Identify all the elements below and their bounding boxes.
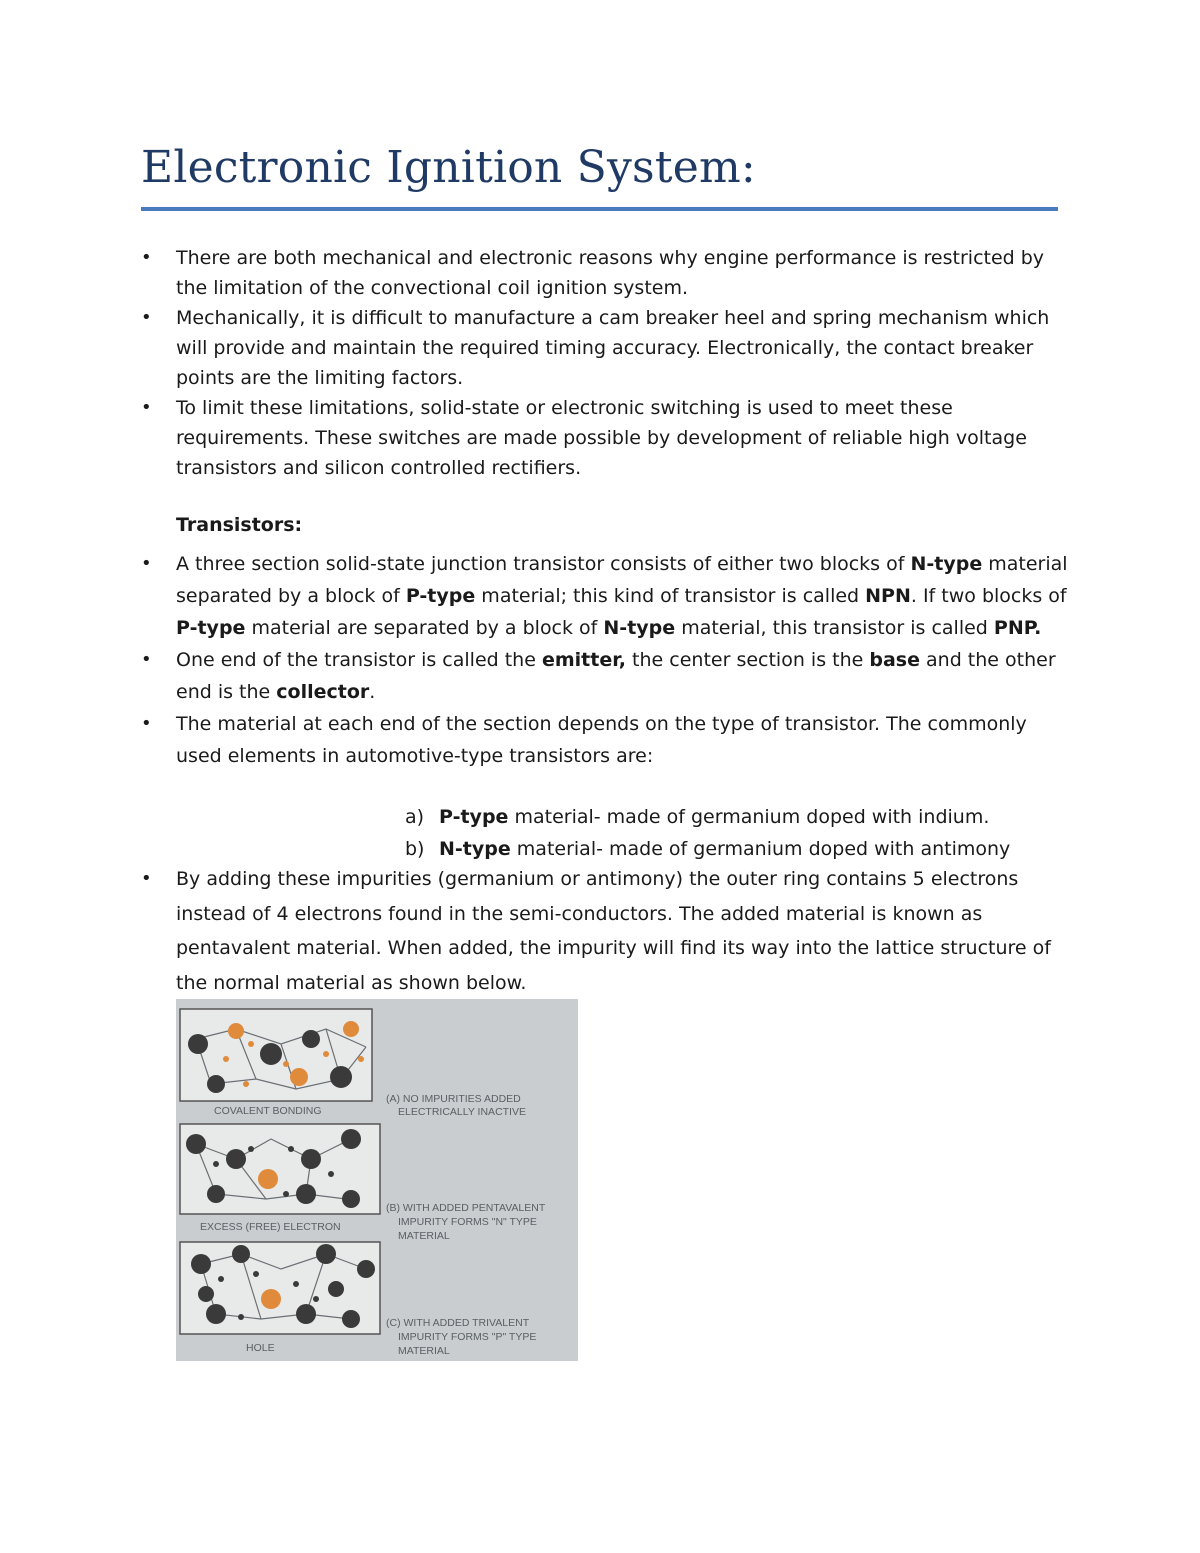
label-c-2: IMPURITY FORMS "P" TYPE <box>398 1331 537 1343</box>
label-hole: HOLE <box>246 1342 275 1354</box>
intro-bullet-list <box>141 243 1071 483</box>
list-item: • Mechanically, it is difficult to manufacture a cam breaker heel and spring mechanism which will provide and maintain the required timing accuracy. Electronically, the contact breaker points are the limiting factors. <box>141 303 1071 393</box>
transistor-bullet-list <box>141 548 1071 772</box>
bullet-icon: • <box>141 713 152 734</box>
list-item: • By adding these impurities (germanium or antimony) the outer ring contains 5 electrons instead of 4 electrons found in the semi-conductors. The added material is known as pentavalent material. When added, the impurity will find its way into the lattice structure of the normal material as shown below. <box>141 862 1071 1000</box>
label-c-3: MATERIAL <box>398 1345 450 1357</box>
section-heading-transistors: Transistors: <box>176 514 303 536</box>
label-b-3: MATERIAL <box>398 1230 450 1242</box>
panel-b-lattice <box>180 1124 380 1214</box>
bullet-icon: • <box>141 553 152 574</box>
label-b-2: IMPURITY FORMS "N" TYPE <box>398 1216 537 1228</box>
list-item: • One end of the transistor is called the emitter, the center section is the base and the other end is the collector. <box>141 644 1071 708</box>
lattice-structure-figure <box>176 999 578 1361</box>
sub-list-item: b) N-type material- made of germanium doped with antimony <box>405 838 1011 860</box>
label-b-1: (B) WITH ADDED PENTAVALENT <box>386 1202 546 1214</box>
page-title: Electronic Ignition System: <box>141 142 756 193</box>
bullet-icon: • <box>141 397 152 418</box>
lattice-diagram <box>176 999 578 1361</box>
bullet-icon: • <box>141 307 152 328</box>
label-excess: EXCESS (FREE) ELECTRON <box>200 1221 341 1233</box>
label-a-1: (A) NO IMPURITIES ADDED <box>386 1093 521 1105</box>
list-item: • To limit these limitations, solid-state or electronic switching is used to meet these requirements. These switches are made possible by development of reliable high voltage transistors and silicon controlled rectifiers. <box>141 393 1071 483</box>
bullet-icon: • <box>141 868 152 889</box>
label-c-1: (C) WITH ADDED TRIVALENT <box>386 1317 530 1329</box>
panel-c-lattice <box>180 1242 380 1334</box>
impurity-bullet-list <box>141 862 1071 1000</box>
label-covalent: COVALENT BONDING <box>214 1105 322 1117</box>
bullet-icon: • <box>141 247 152 268</box>
list-item: • The material at each end of the section depends on the type of transistor. The commonly used elements in automotive-type transistors are: <box>141 708 1071 772</box>
label-a-2: ELECTRICALLY INACTIVE <box>398 1106 526 1118</box>
title-underline <box>141 207 1058 211</box>
list-item: • A three section solid-state junction transistor consists of either two blocks of N-type material separated by a block of P-type material; this kind of transistor is called NPN. If two blocks of P-type material are separated by a block of N-type material, this transistor is called PNP. <box>141 548 1071 644</box>
bullet-icon: • <box>141 649 152 670</box>
list-item: • There are both mechanical and electronic reasons why engine performance is restricted by the limitation of the convectional coil ignition system. <box>141 243 1071 303</box>
material-sub-list <box>405 801 1010 865</box>
panel-a-lattice <box>180 1009 372 1101</box>
sub-list-item: a) P-type material- made of germanium doped with indium. <box>405 806 990 828</box>
